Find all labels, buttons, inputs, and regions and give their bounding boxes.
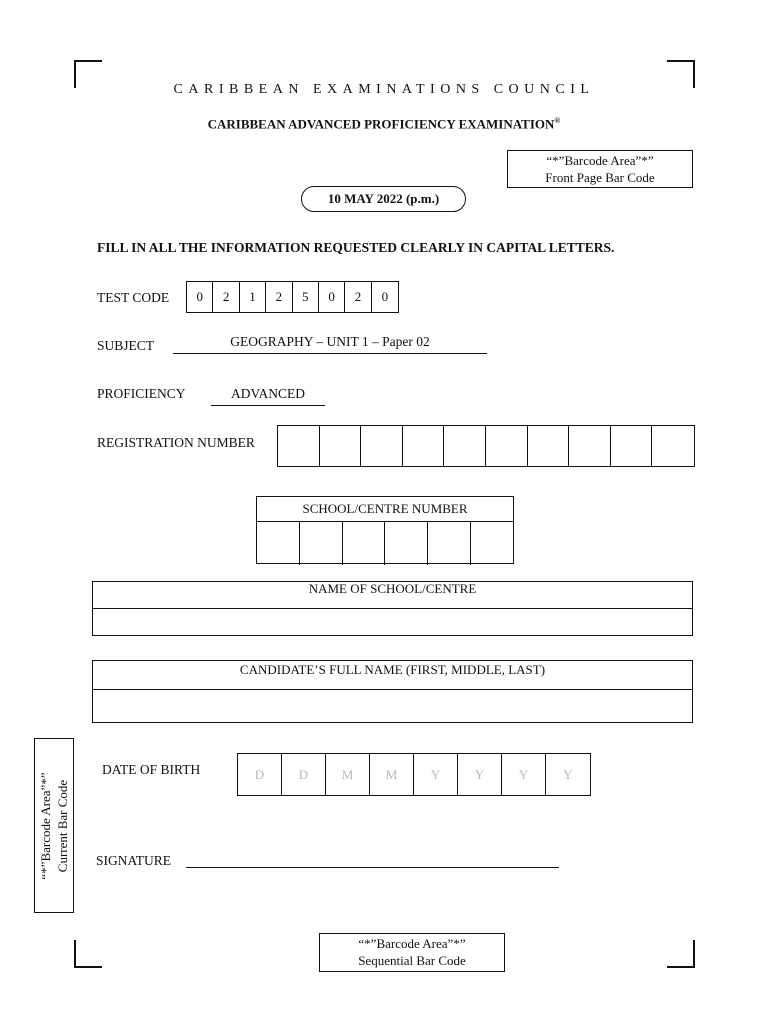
front-page-barcode-area bbox=[507, 150, 693, 188]
test-code-digit: 2 bbox=[213, 282, 239, 312]
registration-number-cell[interactable] bbox=[361, 426, 403, 466]
test-code-digit: 2 bbox=[266, 282, 292, 312]
school-centre-number-cell[interactable] bbox=[471, 522, 513, 565]
registration-number-label: REGISTRATION NUMBER bbox=[97, 435, 255, 450]
exam-date: 10 MAY 2022 (p.m.) bbox=[301, 186, 466, 212]
school-name-label: NAME OF SCHOOL/CENTRE bbox=[93, 582, 692, 609]
registration-number-cell[interactable] bbox=[444, 426, 486, 466]
school-centre-number-cell[interactable] bbox=[385, 522, 428, 565]
corner-mark-bottom-left bbox=[74, 940, 102, 968]
dob-cell-year[interactable]: Y bbox=[502, 754, 546, 795]
test-code-digit: 0 bbox=[381, 289, 389, 304]
subject-field: GEOGRAPHY – UNIT 1 – Paper 02 bbox=[173, 334, 487, 354]
dob-cell-year[interactable]: Y bbox=[458, 754, 502, 795]
school-name-box bbox=[92, 581, 693, 636]
candidate-name-label: CANDIDATE’S FULL NAME (FIRST, MIDDLE, LAST) bbox=[93, 661, 692, 690]
test-code-label: TEST CODE bbox=[97, 290, 170, 305]
barcode-type-label: Front Page Bar Code bbox=[545, 170, 655, 185]
exam-title-text: CARIBBEAN ADVANCED PROFICIENCY EXAMINATION bbox=[207, 116, 555, 132]
school-centre-number-grid[interactable] bbox=[257, 522, 513, 565]
registration-number-cell[interactable] bbox=[611, 426, 653, 466]
sequential-barcode-area bbox=[319, 933, 505, 972]
test-code-digit: 1 bbox=[240, 282, 266, 312]
date-of-birth-label: DATE OF BIRTH bbox=[102, 762, 201, 777]
school-centre-number-cell[interactable] bbox=[343, 522, 386, 565]
instruction-text: FILL IN ALL THE INFORMATION REQUESTED CLEARLY IN CAPITAL LETTERS. bbox=[97, 240, 615, 255]
school-centre-number-cell[interactable] bbox=[257, 522, 300, 565]
dob-cell-day[interactable]: D bbox=[282, 754, 326, 795]
test-code-digit: 2 bbox=[345, 282, 371, 312]
registration-number-cell[interactable] bbox=[652, 426, 694, 466]
registration-number-cell[interactable] bbox=[320, 426, 362, 466]
council-title: CARIBBEAN EXAMINATIONS COUNCIL bbox=[173, 82, 595, 97]
dob-cell-day[interactable]: D bbox=[238, 754, 282, 795]
registered-mark: ® bbox=[554, 116, 561, 125]
barcode-area-label: “*”Barcode Area”*” bbox=[38, 771, 53, 880]
test-code-grid bbox=[186, 281, 399, 313]
dob-cell-month[interactable]: M bbox=[370, 754, 414, 795]
dob-cell-year[interactable]: Y bbox=[414, 754, 458, 795]
school-centre-number-cell[interactable] bbox=[428, 522, 471, 565]
dob-cell-year[interactable]: Y bbox=[563, 767, 573, 782]
signature-line[interactable] bbox=[186, 867, 559, 868]
barcode-area-label: “*”Barcode Area”*” bbox=[358, 936, 466, 951]
test-code-digit: 0 bbox=[187, 282, 213, 312]
school-centre-number-box bbox=[256, 496, 514, 564]
dob-cell-month[interactable]: M bbox=[326, 754, 370, 795]
registration-number-cell[interactable] bbox=[486, 426, 528, 466]
candidate-name-box bbox=[92, 660, 693, 723]
barcode-area-label: “*”Barcode Area”*” bbox=[546, 153, 654, 168]
exam-title bbox=[0, 116, 768, 132]
barcode-type-label: Current Bar Code bbox=[55, 779, 70, 872]
subject-label: SUBJECT bbox=[97, 338, 155, 353]
current-barcode-text bbox=[37, 738, 71, 913]
registration-number-grid[interactable] bbox=[277, 425, 695, 467]
school-centre-number-cell[interactable] bbox=[300, 522, 343, 565]
registration-number-cell[interactable] bbox=[278, 426, 320, 466]
proficiency-field: ADVANCED bbox=[211, 386, 325, 406]
registration-number-cell[interactable] bbox=[569, 426, 611, 466]
signature-label: SIGNATURE bbox=[96, 853, 172, 868]
corner-mark-bottom-right bbox=[667, 940, 695, 968]
test-code-digit: 0 bbox=[319, 282, 345, 312]
date-of-birth-grid[interactable] bbox=[237, 753, 591, 796]
current-barcode-area bbox=[34, 738, 74, 913]
proficiency-label: PROFICIENCY bbox=[97, 386, 186, 401]
test-code-digit: 5 bbox=[293, 282, 319, 312]
registration-number-cell[interactable] bbox=[528, 426, 570, 466]
barcode-type-label: Sequential Bar Code bbox=[358, 953, 466, 968]
registration-number-cell[interactable] bbox=[403, 426, 445, 466]
school-centre-number-label: SCHOOL/CENTRE NUMBER bbox=[257, 497, 513, 522]
